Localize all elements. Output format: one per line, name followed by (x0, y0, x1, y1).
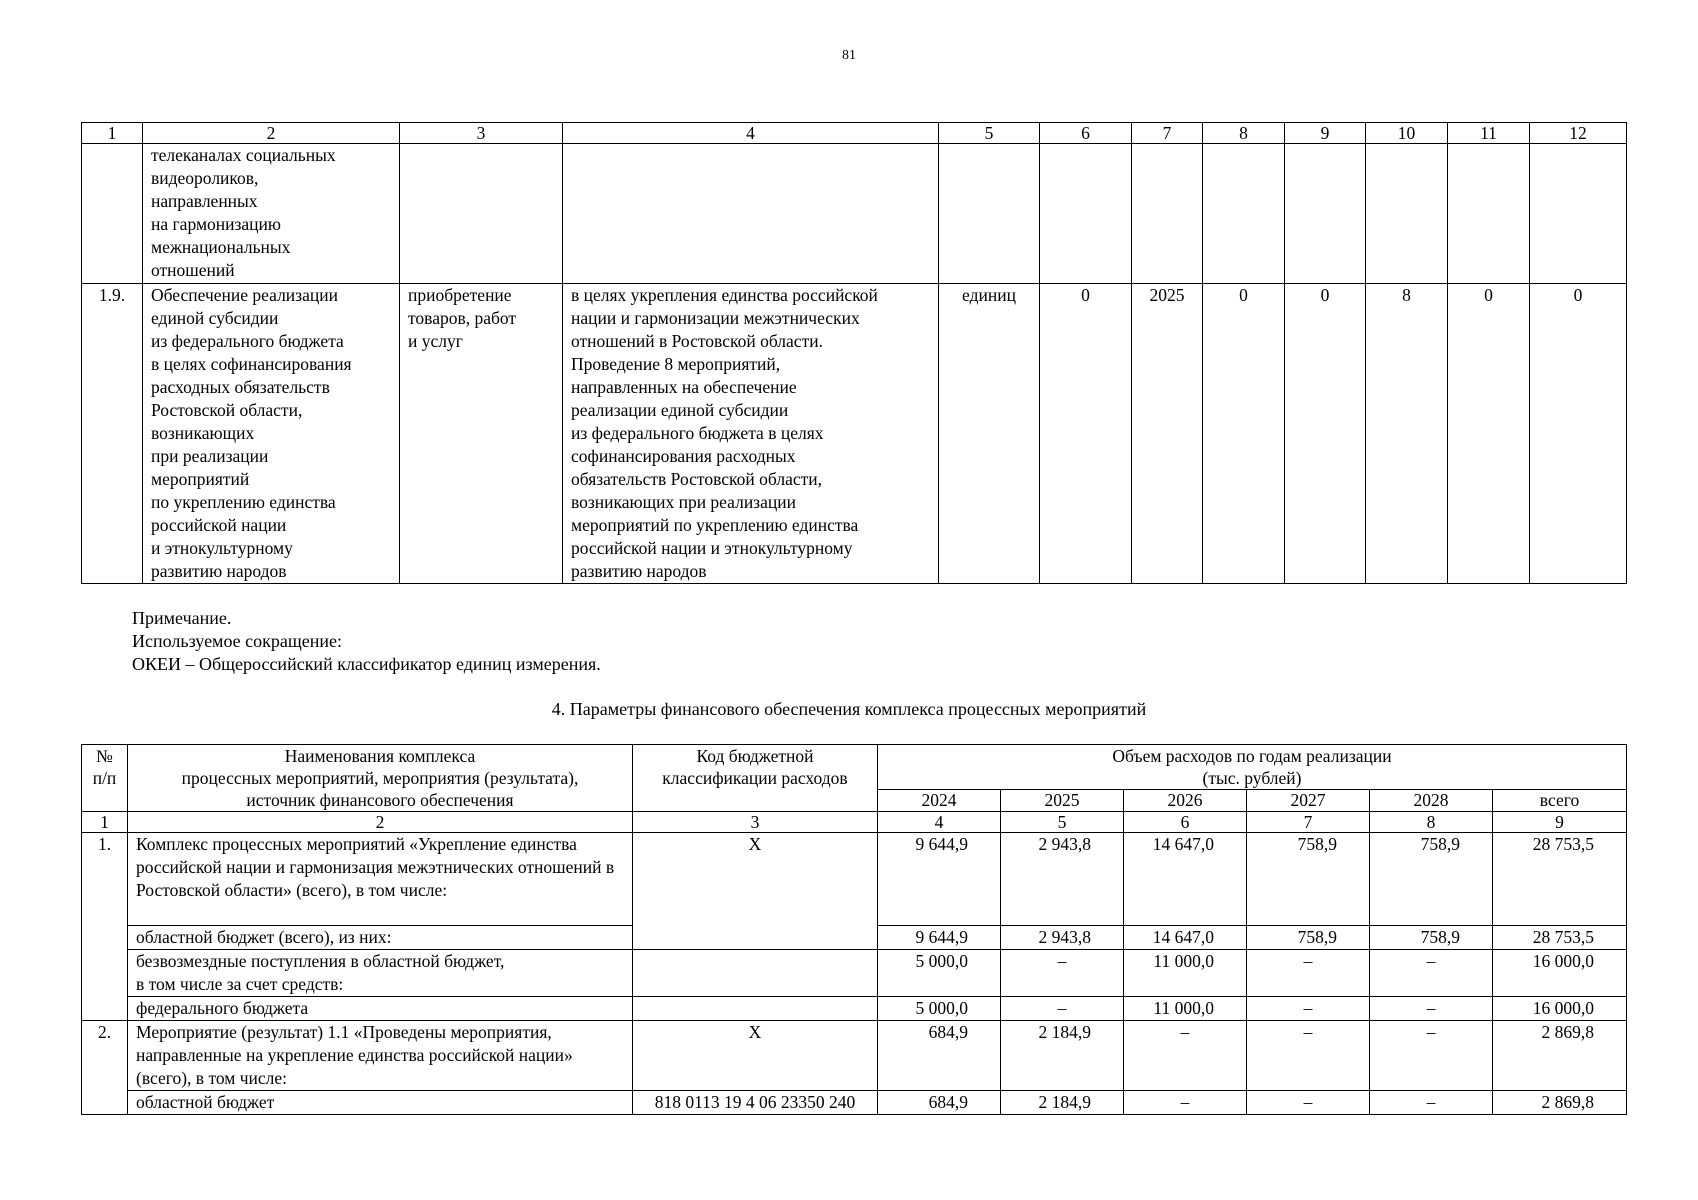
value-cell: 0 (1448, 284, 1530, 584)
header-cell: 5 (939, 123, 1040, 144)
value-cell: 14 647,0 (1124, 833, 1247, 926)
table-row (82, 1021, 1627, 1091)
year-cell: 2024 (878, 790, 1001, 812)
table-cell (1040, 144, 1132, 284)
table-row (82, 144, 1627, 284)
value-cell: 2 184,9 (1001, 1021, 1124, 1091)
value-cell: 9 644,9 (878, 926, 1001, 950)
value-cell: 9 644,9 (878, 833, 1001, 926)
row-code: Х (633, 833, 878, 950)
value-cell: 2025 (1132, 284, 1203, 584)
header-cell: 1 (82, 123, 143, 144)
value-cell: 16 000,0 (1493, 950, 1627, 997)
column-number-cell: 5 (1001, 812, 1124, 833)
value-cell: – (1001, 997, 1124, 1021)
header-cell: 4 (563, 123, 939, 144)
table-cell (1366, 144, 1448, 284)
value-cell: – (1247, 997, 1370, 1021)
year-cell: 2028 (1370, 790, 1493, 812)
row-name: безвозмездные поступления в областной бюджет, в том числе за счет средств: (128, 950, 633, 997)
row-name: областной бюджет (всего), из них: (128, 926, 633, 950)
activity-name: Обеспечение реализации единой субсидии из федерального бюджета в целях софинансирования расходных обязательств Ростовской области, возникающих при реализации мероприятий по укреплению единства российской нации и этнокультурному развитию народов (143, 284, 400, 584)
header-cell: 11 (1448, 123, 1530, 144)
header-cell: 3 (400, 123, 563, 144)
header-cell: 10 (1366, 123, 1448, 144)
row-number: 1.9. (82, 284, 143, 584)
value-cell: 2 869,8 (1493, 1021, 1627, 1091)
table-cell: телеканалах социальных видеороликов, направленных на гармонизацию межнациональных отношений (143, 144, 400, 284)
activity-type: приобретение товаров, работ и услуг (400, 284, 563, 584)
value-cell: 684,9 (878, 1091, 1001, 1115)
table-header-row (82, 123, 1627, 144)
value-cell: 2 869,8 (1493, 1091, 1627, 1115)
section-title: 4. Параметры финансового обеспечения комплекса процессных мероприятий (551, 699, 1147, 719)
column-number-cell: 9 (1493, 812, 1627, 833)
value-cell: 8 (1366, 284, 1448, 584)
row-code: Х (633, 1021, 878, 1091)
value-cell: 2 943,8 (1001, 926, 1124, 950)
value-cell: 11 000,0 (1124, 997, 1247, 1021)
row-code (633, 950, 878, 997)
value-cell: 2 184,9 (1001, 1091, 1124, 1115)
table-cell (1285, 144, 1366, 284)
value-cell: 16 000,0 (1493, 997, 1627, 1021)
value-cell: – (1247, 1021, 1370, 1091)
table-row (82, 950, 1627, 997)
table-cell (1448, 144, 1530, 284)
column-number-cell: 8 (1370, 812, 1493, 833)
header-cell: Объем расходов по годам реализации (тыс. рублей) (878, 745, 1627, 790)
value-cell: 2 943,8 (1001, 833, 1124, 926)
header-cell: № п/п (82, 745, 128, 812)
note-block (132, 607, 601, 676)
column-number-cell: 6 (1124, 812, 1247, 833)
year-cell: всего (1493, 790, 1627, 812)
value-cell: 0 (1040, 284, 1132, 584)
value-cell: – (1247, 1091, 1370, 1115)
value-cell: 0 (1203, 284, 1285, 584)
row-name: областной бюджет (128, 1091, 633, 1115)
value-cell: – (1370, 997, 1493, 1021)
financing-table (81, 744, 1627, 1115)
table-cell (82, 144, 143, 284)
header-cell: 9 (1285, 123, 1366, 144)
column-number-cell: 7 (1247, 812, 1370, 833)
page-number: 81 (842, 48, 856, 63)
row-number: 2. (82, 1021, 128, 1115)
value-cell: 14 647,0 (1124, 926, 1247, 950)
column-number-cell: 4 (878, 812, 1001, 833)
table-row (82, 284, 1627, 584)
row-name: Мероприятие (результат) 1.1 «Проведены мероприятия, направленные на укрепление единства российской нации» (всего), в том числе: (128, 1021, 633, 1091)
table-cell (563, 144, 939, 284)
row-code (633, 997, 878, 1021)
value-cell: 5 000,0 (878, 950, 1001, 997)
header-cell: 7 (1132, 123, 1203, 144)
note-line: Используемое сокращение: (132, 631, 342, 651)
table-row (82, 997, 1627, 1021)
column-number-cell: 1 (82, 812, 128, 833)
header-cell: Код бюджетной классификации расходов (633, 745, 878, 812)
row-name: федерального бюджета (128, 997, 633, 1021)
value-cell: 758,9 (1370, 926, 1493, 950)
value-cell: 758,9 (1370, 833, 1493, 926)
header-cell: Наименования комплекса процессных мероприятий, мероприятия (результата), источник финансового обеспечения (128, 745, 633, 812)
value-cell: 0 (1530, 284, 1627, 584)
row-number: 1. (82, 833, 128, 1021)
value-cell: 11 000,0 (1124, 950, 1247, 997)
year-cell: 2026 (1124, 790, 1247, 812)
note-line: ОКЕИ – Общероссийский классификатор единиц измерения. (132, 654, 601, 674)
value-cell: 758,9 (1247, 833, 1370, 926)
value-cell: 5 000,0 (878, 997, 1001, 1021)
value-cell: 0 (1285, 284, 1366, 584)
value-cell: 28 753,5 (1493, 833, 1627, 926)
table-row (82, 1091, 1627, 1115)
column-number-cell: 3 (633, 812, 878, 833)
value-cell: 684,9 (878, 1021, 1001, 1091)
unit-cell: единиц (939, 284, 1040, 584)
header-cell: 6 (1040, 123, 1132, 144)
table-row (82, 833, 1627, 926)
header-cell: 12 (1530, 123, 1627, 144)
table-cell (1530, 144, 1627, 284)
header-cell: 2 (143, 123, 400, 144)
value-cell: – (1247, 950, 1370, 997)
note-title: Примечание. (132, 608, 232, 628)
column-number-cell: 2 (128, 812, 633, 833)
value-cell: – (1370, 1021, 1493, 1091)
year-cell: 2025 (1001, 790, 1124, 812)
table-cell (939, 144, 1040, 284)
value-cell: – (1370, 950, 1493, 997)
value-cell: – (1124, 1091, 1247, 1115)
table-cell (1132, 144, 1203, 284)
row-code: 818 0113 19 4 06 23350 240 (633, 1091, 878, 1115)
table-cell (400, 144, 563, 284)
row-name: Комплекс процессных мероприятий «Укрепление единства российской нации и гармонизация межэтнических отношений в Ростовской области» (всего), в том числе: (128, 833, 633, 926)
value-cell: 758,9 (1247, 926, 1370, 950)
year-cell: 2027 (1247, 790, 1370, 812)
header-cell: 8 (1203, 123, 1285, 144)
activity-description: в целях укрепления единства российской нации и гармонизации межэтнических отношений в Ростовской области. Проведение 8 мероприятий, направленных на обеспечение реализации единой субсидии из федерального бюджета в целях софинансирования расходных обязательств Ростовской области, возникающих при реализации мероприятий по укреплению единства российской нации и этнокультурному развитию народов (563, 284, 939, 584)
table-cell (1203, 144, 1285, 284)
activities-table (81, 122, 1627, 584)
value-cell: – (1370, 1091, 1493, 1115)
value-cell: – (1001, 950, 1124, 997)
value-cell: – (1124, 1021, 1247, 1091)
table-header-row (82, 745, 1627, 790)
column-number-row (82, 812, 1627, 833)
value-cell: 28 753,5 (1493, 926, 1627, 950)
